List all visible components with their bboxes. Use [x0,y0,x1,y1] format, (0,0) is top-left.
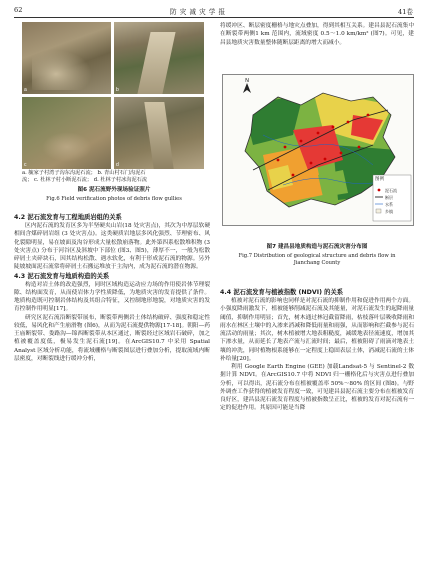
photo-c-label: c [24,162,27,168]
figure-7-map [222,74,414,226]
photo-a-label: a [24,87,27,93]
sec42-paragraph-1: 区内泥石流的发育区多为半坚硬夹山岩(18 处灾害点)，其次为中厚层软硬相间含煤碎屑岩组 (3 处灾害点)。这类硬质岩地层多风化强烈、节理密布、风化裂隙明显，易在坡面及沟谷形成大量松散崩落物。此外第四系松散堆积物 (3 处灾害点) 分布于河谷区及斜坡中下部位 (图3、图5)，薄厚不一，一般为松散碎屑土夹碎块石，因其结构松散、遇水软化，有利于形成泥石流的物源。另外陡坡坡面泥石流常将碎屑土石搬运堆放于主沟内，成为泥石流的潜在物源。 [14,223,211,271]
photo-a [22,22,111,94]
section-4-3-title: 4.3 泥石流发育与地质构造的关系 [14,272,110,280]
photo-d [114,97,204,169]
sec44-paragraph-2: 利用 Google Earth Engine (GEE) 加载Landsat-5 与 Sentinel-2 数据计算 NDVI。在ArcGIS10.7 中将 NDVI 归一栅格化后与灾害点进行叠加分析，可以得出，泥石流分布在植被覆盖率 50%～80% 的区间 (图8)。与野外调查工作获得的植被发育程度一致，可见建昌县泥石流主要分布在植被发育良好区，建昌县泥石流发育程度与植被指数呈正比，植被的发育对泥石流有一定的促进作用。其原因可能是当降 [220,364,415,412]
sec43-paragraph-1: 构造对岩土体的改造强烈，同时区域构造运动应力场的作用使岩体节理裂隙、结构面发育，从而使岩体力学性质降低，为地质灾害的发育提供了条件。地质构造既可控制岩体结构及其组合特征，又控制地形地貌，对地质灾害的发育控制作用明显[17]。 [14,281,211,313]
right-column-bottom [220,288,414,413]
fig6-subcaption-line1: a. 毓家子村湾子沟东沟泥石流； b. 青山村石门沟泥石 [22,170,146,176]
photo-b-label: b [116,87,119,93]
fig7-caption-cn: 图7 建昌县地质构造与泥石流灾害分布图 [266,244,368,250]
page-number: 62 [14,6,23,14]
photo-b [114,22,204,94]
fig6-caption-en: Fig.6 Field verification photos of debris flow gullies [46,196,182,202]
header-rule [14,17,414,18]
volume-label: 41卷 [398,8,413,16]
journal-title: 防 灾 减 灾 学 报 [170,8,226,16]
fig6-caption-cn: 图6 泥石流野外现场验证照片 [77,187,151,193]
svg-text:N: N [245,78,249,84]
right-column-top [220,22,414,47]
section-4-4-title: 4.4 泥石流发育与植被指数 (NDVI) 的关系 [220,289,344,296]
north-arrow [243,78,251,93]
fig7-caption-en: Fig.7 Distribution of geological structure and debris flow in Jianchang County [238,253,396,267]
figure-6 [22,22,204,182]
legend-title: 图例 [375,177,384,182]
left-column [14,213,210,363]
fig6-subcaption [22,170,212,185]
photo-d-label: d [116,162,119,168]
sec43-paragraph-2: 研究区泥石流沿断裂带展布，断裂带两侧岩土体结构破碎、强度和稳定性较低，易风化和产生崩滑物 (图6)，从而为泥石流提供物源[17-18]。朝阳—药王庙断裂带、娄路沟—锦西断裂带从本区通过，断裂经过区域岩石破碎，加之植被覆盖度低，极易发生泥石流[19]。在ArcGIS10.7 中采用 Spatial Analyst 区域分析功能，将流域栅格与断裂图层进行叠加分析，提取流域内断层密度，对断裂线进行缓冲分析， [14,314,211,362]
continued-paragraph: 将缓冲区、断层密度栅格与地灾点叠加，得到其相互关系。建昌县泥石流集中在断裂带两侧1 km 范围内，流域密度 0.5～1.0 km/km² (图7)。可见，建昌县地质灾害数量整体随断层距离的增大而减小。 [220,23,415,46]
fig6-subcaption-line2: 流； c. 杜林子村小断泥石流； d. 杜林子村冰沟泥石流 [22,177,148,184]
photo-c [22,97,111,169]
sec44-paragraph-1: 植被对泥石流的影响也同样是对泥石流的抑制作用和促进作用两个方面。小强度降雨激发下，植被能够削减泥石流及其能量，对泥石流发生的起降雨量阈值，抑制作用明显；首先，树木通过林冠截留降雨，枯枝落叶层吸收降雨和雨水在林区土壤中的入渗来消减和降低雨量和雨强，从而影响和拦截参与泥石流活动的雨量；其次，树木植被增大地表粗糙度，减缓地表径流速度，增加其下渗水量，从而延长了地表产流与汇流时间；最后，植被阻碍了雨滴对地表土壤的冲洗，同时植物根系能够在一定程度上稳固表层土体，消减泥石流的土体补给量[20]。 [220,298,415,362]
section-4-2-title: 4.2 泥石流发育与工程地质岩组的关系 [14,214,122,221]
legend-labels: 泥石流 断层 水系 乡镇 [385,188,397,214]
